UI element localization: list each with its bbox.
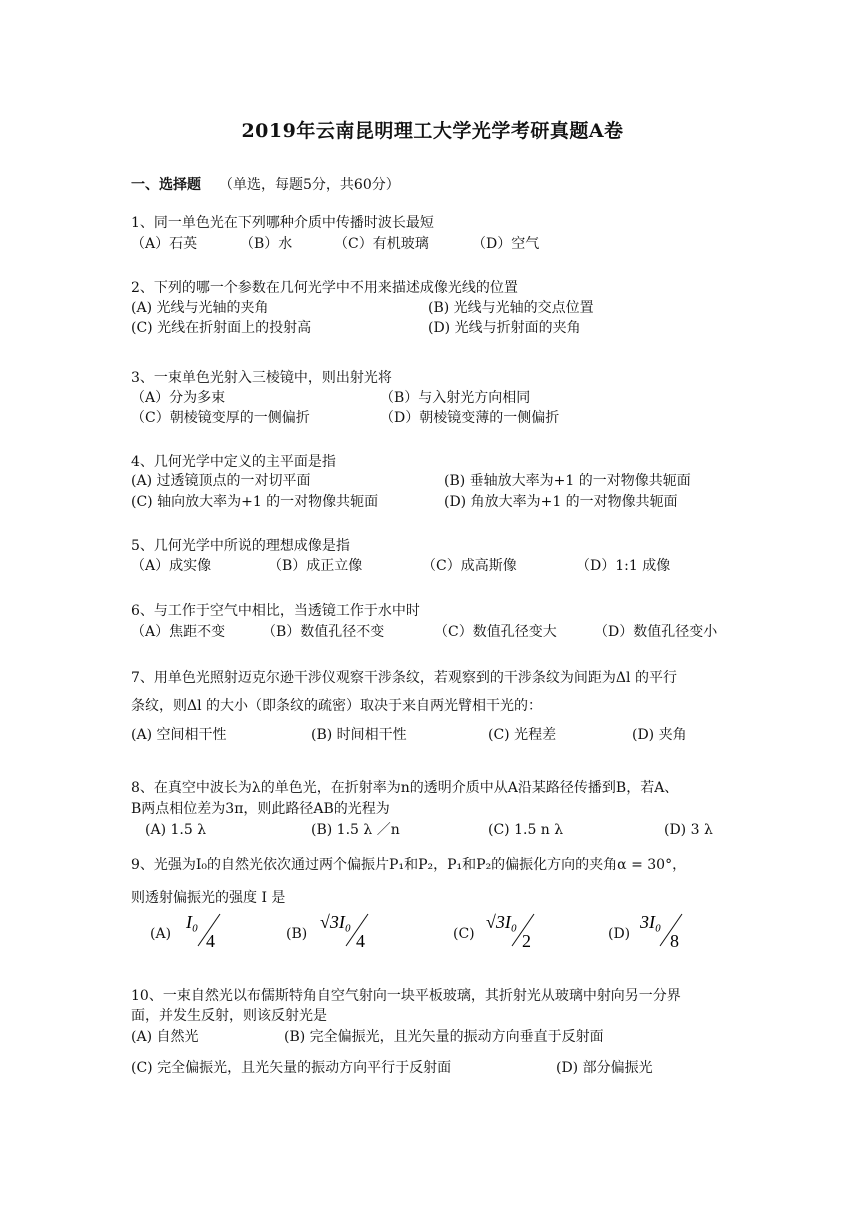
q8-option-d: (D) 3 λ: [664, 822, 713, 838]
q4-option-d: (D) 角放大率为+1 的一对物像共轭面: [444, 494, 678, 510]
q9-option-a-label: (A): [150, 926, 172, 942]
q4-option-c: (C) 轴向放大率为+1 的一对物像共轭面: [131, 494, 379, 510]
q9-option-b-label: (B): [286, 926, 308, 942]
q3-option-a: （A）分为多束: [131, 390, 226, 406]
q6-option-c: （C）数值孔径变大: [434, 624, 557, 640]
q7-option-c: (C) 光程差: [488, 727, 557, 743]
q10-option-b: (B) 完全偏振光，且光矢量的振动方向垂直于反射面: [284, 1029, 604, 1045]
q3-option-c: （C）朝棱镜变厚的一侧偏折: [131, 410, 310, 426]
q7-stem-line1: 7、用单色光照射迈克尔逊干涉仪观察干涉条纹，若观察到的干涉条纹为间距为Δl 的平行: [131, 670, 677, 686]
section-title: 一、选择题: [131, 177, 201, 193]
q6-option-d: （D）数值孔径变小: [594, 624, 718, 640]
q8-option-c: (C) 1.5 n λ: [488, 822, 564, 838]
q1-option-b: （B）水: [240, 236, 293, 252]
q10-stem-line2: 面，并发生反射，则该反射光是: [131, 1008, 327, 1024]
q5-option-b: （B）成正立像: [268, 558, 363, 574]
q9-a-denominator: 4: [206, 931, 215, 951]
q7-option-d: (D) 夹角: [632, 727, 687, 743]
q3-option-d: （D）朝棱镜变薄的一侧偏折: [380, 410, 560, 426]
q9-d-denominator: 8: [670, 931, 679, 951]
q7-stem-line2: 条纹，则Δl 的大小（即条纹的疏密）取决于来自两光臂相干光的：: [131, 698, 543, 714]
section-heading: [131, 174, 400, 194]
q2-option-b: (B) 光线与光轴的交点位置: [428, 300, 594, 316]
q6-option-b: （B）数值孔径不变: [262, 624, 385, 640]
q3-option-b: （B）与入射光方向相同: [380, 390, 531, 406]
q9-c-numerator: √3I₀: [486, 912, 518, 932]
q9-option-d-fraction: [640, 910, 692, 954]
section-note: （单选，每题5分，共60分）: [219, 177, 400, 193]
q9-option-c-fraction: [486, 908, 546, 954]
q3-stem: 3、一束单色光射入三棱镜中，则出射光将: [131, 370, 392, 386]
q9-a-numerator: I₀: [186, 912, 199, 932]
q10-stem-line1: 10、一束自然光以布儒斯特角自空气射向一块平板玻璃，其折射光从玻璃中射向另一分界: [131, 988, 681, 1004]
q9-d-numerator: 3I₀: [640, 912, 662, 932]
q8-stem-line1: 8、在真空中波长为λ的单色光，在折射率为n的透明介质中从A沿某路径传播到B，若A、: [131, 780, 679, 796]
q9-option-a-fraction: [186, 910, 226, 954]
q10-option-a: (A) 自然光: [131, 1029, 199, 1045]
q5-option-a: （A）成实像: [131, 558, 212, 574]
q6-option-a: （A）焦距不变: [131, 624, 226, 640]
q5-option-c: （C）成高斯像: [422, 558, 517, 574]
q1-stem: 1、同一单色光在下列哪种介质中传播时波长最短: [131, 215, 434, 231]
page-title: 2019年云南昆明理工大学光学考研真题A卷: [241, 120, 624, 142]
q2-option-d: (D) 光线与折射面的夹角: [428, 320, 581, 336]
q1-option-a: （A）石英: [131, 236, 198, 252]
q4-option-a: (A) 过透镜顶点的一对切平面: [131, 473, 311, 489]
q9-option-c-label: (C): [453, 926, 475, 942]
q1-option-c: （C）有机玻璃: [334, 236, 429, 252]
q9-b-numerator: √3I₀: [320, 912, 352, 932]
q9-option-d-label: (D): [608, 926, 631, 942]
q9-option-b-fraction: [320, 908, 380, 954]
q7-option-a: (A) 空间相干性: [131, 727, 227, 743]
q8-stem-line2: B两点相位差为3π，则此路径AB的光程为: [131, 801, 390, 817]
q5-stem: 5、几何光学中所说的理想成像是指: [131, 538, 350, 554]
q1-option-d: （D）空气: [472, 236, 540, 252]
q8-option-a: (A) 1.5 λ: [145, 822, 207, 838]
q2-stem: 2、下列的哪一个参数在几何光学中不用来描述成像光线的位置: [131, 280, 518, 296]
q4-option-b: (B) 垂轴放大率为+1 的一对物像共轭面: [444, 473, 691, 489]
q10-option-d: (D) 部分偏振光: [556, 1060, 653, 1076]
q9-stem-line1: 9、光强为I₀的自然光依次通过两个偏振片P₁和P₂，P₁和P₂的偏振化方向的夹角α = 30°，: [131, 857, 687, 873]
q5-option-d: （D）1:1 成像: [576, 558, 671, 574]
q6-stem: 6、与工作于空气中相比，当透镜工作于水中时: [131, 603, 420, 619]
q9-stem-line2: 则透射偏振光的强度 I 是: [131, 890, 286, 906]
q10-option-c: (C) 完全偏振光，且光矢量的振动方向平行于反射面: [131, 1060, 452, 1076]
q9-c-denominator: 2: [522, 931, 531, 951]
q9-b-denominator: 4: [356, 931, 365, 951]
q4-stem: 4、几何光学中定义的主平面是指: [131, 454, 336, 470]
q2-option-a: (A) 光线与光轴的夹角: [131, 300, 269, 316]
q8-option-b: (B) 1.5 λ ／n: [311, 822, 400, 838]
q7-option-b: (B) 时间相干性: [311, 727, 407, 743]
q2-option-c: (C) 光线在折射面上的投射高: [131, 320, 312, 336]
